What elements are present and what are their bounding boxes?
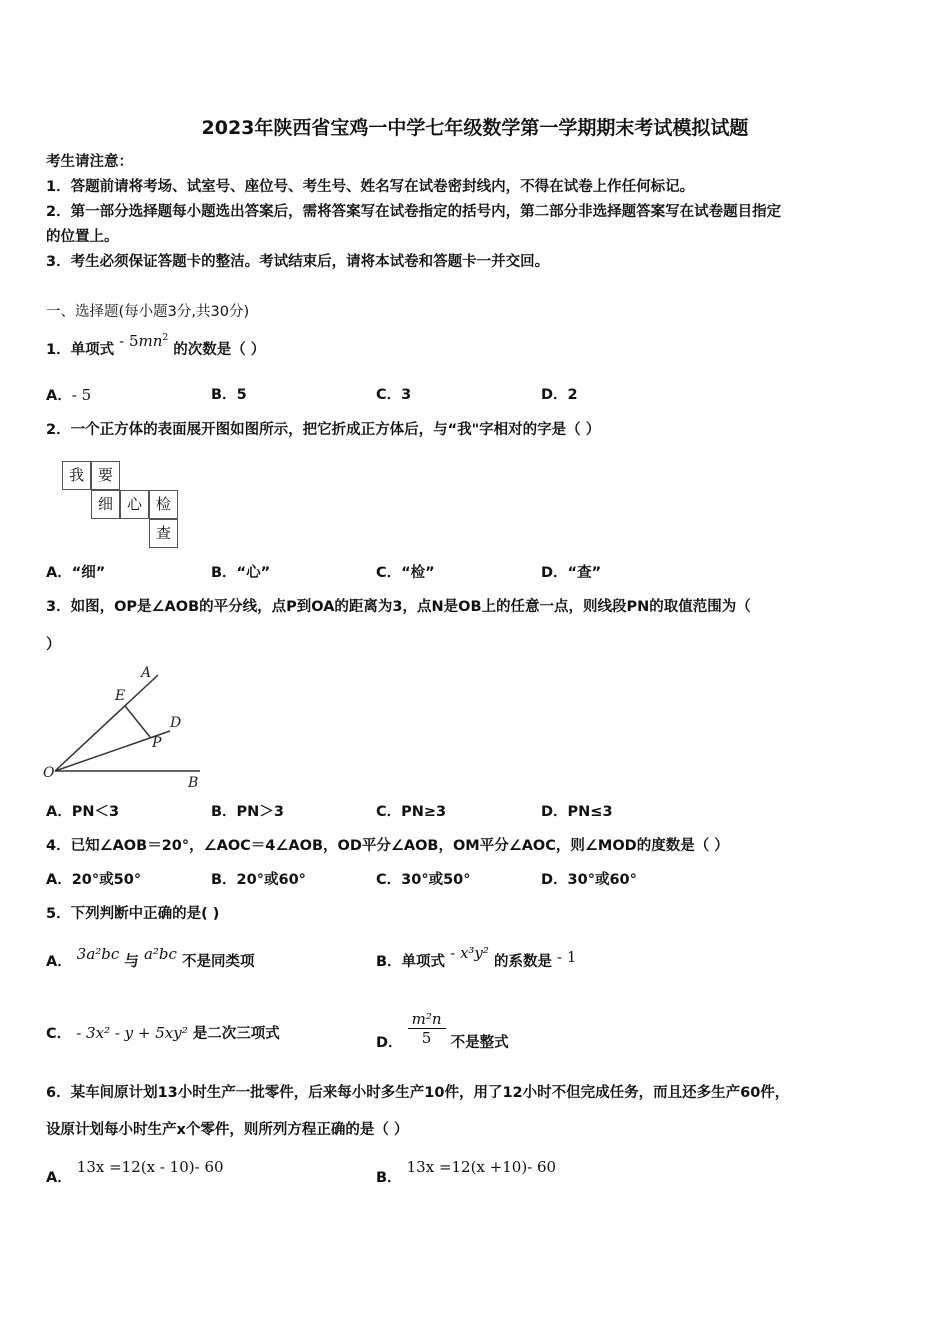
notice-heading: 考生请注意：	[46, 154, 133, 170]
net-cell-wo: 我	[62, 461, 91, 490]
q2-option-b: B．“心”	[211, 565, 271, 581]
q2-option-a: A．“细”	[46, 565, 106, 581]
q3-option-a: A．PN＜3	[46, 804, 120, 820]
q5-option-a: A． 3a²bc 与 a²bc 不是同类项	[46, 945, 255, 970]
q2-option-c: C．“检”	[376, 565, 435, 581]
q4-option-c: C．30°或50°	[376, 872, 471, 888]
q5-stem: 5．下列判断中正确的是( )	[46, 906, 220, 922]
q4-option-a: A．20°或50°	[46, 872, 142, 888]
net-cell-xi: 细	[91, 490, 120, 519]
q1-option-b: B．5	[211, 387, 247, 403]
q1-stem	[46, 332, 266, 359]
net-cell-cha: 查	[149, 519, 178, 548]
q5-a-expr1: 3a²bc	[76, 945, 120, 963]
q4-stem: 4．已知∠AOB＝20°，∠AOC＝4∠AOB，OD平分∠AOB，OM平分∠AOC，则∠MOD的度数是（ ）	[46, 838, 729, 854]
q6-stem-line2: 设原计划每小时生产x个零件，则所列方程正确的是（ ）	[46, 1122, 409, 1138]
q5-b-value: - 1	[557, 948, 577, 966]
q6-option-a: A． 13x =12(x - 10)- 60	[46, 1158, 224, 1186]
q1-suffix: 的次数是（ ）	[173, 342, 266, 358]
q5-b-expr: - x³y²	[450, 944, 489, 962]
label-p: P	[152, 735, 162, 751]
q3-stem-end: ）	[46, 637, 61, 653]
label-d: D	[170, 715, 182, 731]
q6-b-expr: 13x =12(x +10)- 60	[406, 1158, 557, 1176]
label-a: A	[141, 665, 152, 681]
segment-pe	[125, 706, 150, 737]
net-cell-xin: 心	[120, 490, 149, 519]
label-o: O	[43, 765, 55, 781]
ray-oa	[55, 675, 158, 771]
q5-option-b: B．单项式 - x³y² 的系数是 - 1	[376, 944, 577, 970]
q4-option-b: B．20°或60°	[211, 872, 306, 888]
q5-d-fraction: $\frac{\text{m²n}}{5}$	[408, 1010, 446, 1047]
q5-a-expr2: a²bc	[143, 945, 177, 963]
q3-stem: 3．如图，OP是∠AOB的平分线，点P到OA的距离为3，点N是OB上的任意一点，则线段PN的取值范围为（	[46, 599, 751, 615]
q5-c-expr: - 3x² - y + 5xy²	[76, 1024, 188, 1042]
net-cell-jian: 检	[149, 490, 178, 519]
label-b: B	[188, 775, 199, 791]
notice-item-2: 2．第一部分选择题每小题选出答案后，需将答案写在试卷指定的括号内，第二部分非选择题答案写在试卷题目指定	[46, 204, 782, 220]
q1-option-d: D．2	[541, 387, 578, 403]
q6-a-expr: 13x =12(x - 10)- 60	[76, 1158, 224, 1176]
net-cell-yao: 要	[91, 461, 120, 490]
q5-option-c: C． - 3x² - y + 5xy² 是二次三项式	[46, 1024, 280, 1042]
q6-stem-line1: 6．某车间原计划13小时生产一批零件，后来每小时多生产10件，用了12小时不但完成任务，而且还多生产60件，	[46, 1085, 790, 1101]
notice-item-1: 1．答题前请将考场、试室号、座位号、考生号、姓名写在试卷密封线内，不得在试卷上作任何标记。	[46, 179, 695, 195]
q3-option-b: B．PN＞3	[211, 804, 284, 820]
angle-bisector-figure	[40, 660, 210, 792]
cube-net-figure	[62, 461, 182, 549]
q2-stem: 2．一个正方体的表面展开图如图所示，把它折成正方体后，与“我"字相对的字是（ ）	[46, 422, 601, 438]
q3-option-d: D．PN≤3	[541, 804, 613, 820]
q2-option-d: D．“查”	[541, 565, 602, 581]
q1-expression: - $5mn^2$	[119, 332, 169, 350]
notice-item-3: 3．考生必须保证答题卡的整洁。考试结束后，请将本试卷和答题卡一并交回。	[46, 254, 550, 270]
label-e: E	[115, 688, 126, 704]
notice-item-2-cont: 的位置上。	[46, 229, 119, 245]
q6-option-b: B． 13x =12(x +10)- 60	[376, 1158, 557, 1186]
page-title: 2023年陕西省宝鸡一中学七年级数学第一学期期末考试模拟试题	[201, 117, 749, 139]
q1-option-a: A．- 5	[46, 386, 92, 404]
q1-prefix: 1．单项式	[46, 342, 115, 358]
q1-option-c: C．3	[376, 387, 412, 403]
q5-option-d: D． $\frac{\text{m²n}}{5}$ 不是整式	[376, 1010, 509, 1051]
section-heading: 一、选择题(每小题3分,共30分)	[46, 304, 250, 320]
q3-option-c: C．PN≥3	[376, 804, 447, 820]
q4-option-d: D．30°或60°	[541, 872, 637, 888]
